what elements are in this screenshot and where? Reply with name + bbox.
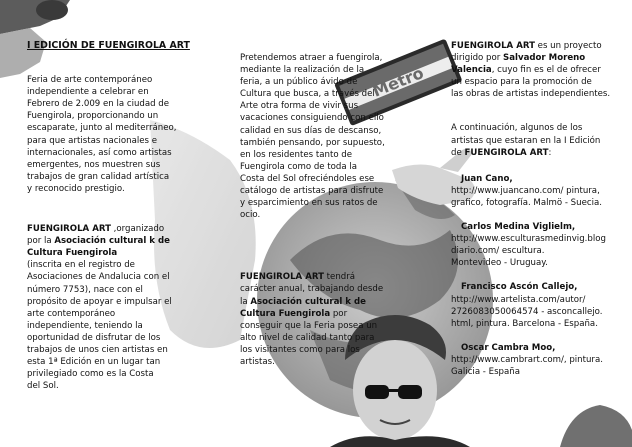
- intro-line: calidad en sus días de descanso,: [240, 125, 382, 136]
- artist-detail: http://www.esculturasmedinvig.blog: [451, 234, 606, 245]
- annual-line: FUENGIROLA ART tendrá: [240, 272, 356, 283]
- artists-intro-line: de FUENGIROLA ART:: [451, 147, 552, 158]
- director-name: Valencia: [451, 65, 492, 76]
- artist-name: Carlos Medina Viglielm: [461, 222, 572, 233]
- annual-line: Cultura Fuengirola por: [240, 308, 348, 319]
- artist-detail: grafico, fotografía. Malmö - Suecia.: [451, 197, 602, 208]
- artist-detail: diario.com/ escultura.: [451, 246, 545, 257]
- association-name: Asociación cultural k de: [250, 296, 366, 307]
- annual-line: los visitantes como para los: [240, 344, 360, 355]
- association-name: Cultura Fuengirola: [240, 308, 331, 319]
- intro-line: Costa del Sol ofreciéndoles ese: [240, 173, 375, 184]
- intro-line: Fuengirola, proporcionando un: [27, 111, 159, 122]
- association-name: Cultura Fuengirola: [27, 248, 118, 259]
- org-line: número 7753), nace con el: [27, 284, 143, 295]
- intro-line: Fuengirola como de toda la: [240, 161, 358, 172]
- intro-line: internacionales, así como artistas: [27, 147, 172, 158]
- brand-name: FUENGIROLA ART: [240, 272, 324, 283]
- brand-name: FUENGIROLA ART: [27, 224, 111, 235]
- svg-text:Metro: Metro: [369, 63, 427, 101]
- column-right: [451, 40, 627, 390]
- intro-line: Febrero de 2.009 en la ciudad de: [27, 99, 170, 110]
- annual-line: carácter anual, trabajando desde: [240, 284, 384, 295]
- brochure-title: I EDICIÓN DE FUENGIROLA ART: [27, 40, 190, 51]
- intro-line: Feria de arte contemporáneo: [27, 75, 153, 86]
- artist-name: Francisco Ascón Callejo: [461, 282, 575, 293]
- org-line: del Sol.: [27, 381, 59, 392]
- intro-line: para que artistas nacionales e: [27, 135, 158, 146]
- artist-entry: Francisco Ascón Callejo, http://www.artelista.com/autor/ 2726083050064574 - asconcallejo. html, pintura. Barcelona - España.: [451, 281, 627, 329]
- intro-line: y esparcimiento en sus ratos de: [240, 198, 378, 209]
- org-line: Asociaciones de Andalucia con el: [27, 272, 170, 283]
- brand-name: FUENGIROLA ART: [451, 41, 535, 51]
- artist-entry: Carlos Medina Viglielm, http://www.esculturasmedinvig.blog diario.com/ escultura. Montevideo - Uruguay.: [451, 221, 627, 269]
- bottom-right-figure-image: [560, 405, 632, 447]
- artist-name: Juan Cano: [461, 173, 510, 184]
- project-line: un espacio para la promoción de: [451, 77, 592, 88]
- intro-line: feria, a un público ávido de: [240, 77, 358, 88]
- org-line: oportunidad de disfrutar de los: [27, 332, 161, 343]
- project-line: Valencia, cuyo fin es el de ofrecer: [451, 65, 601, 76]
- intro-line: vacaciones consiguiendo con ello: [240, 113, 384, 124]
- artist-detail: http://www.juancano.com/ pintura,: [451, 185, 600, 196]
- artist-detail: http://www.artelista.com/autor/: [451, 294, 586, 305]
- org-line: trabajos de unos cien artistas en: [27, 344, 168, 355]
- org-line: por la Asociación cultural k de: [27, 236, 170, 247]
- artist-detail: html, pintura. Barcelona - España.: [451, 318, 598, 329]
- project-line: dirigido por Salvador Moreno: [451, 53, 586, 64]
- intro-line: y reconocido prestigio.: [27, 183, 125, 194]
- org-line: propósito de apoyar e impulsar el: [27, 296, 172, 307]
- project-line: las obras de artistas independientes.: [451, 89, 611, 100]
- artist-detail: 2726083050064574 - asconcallejo.: [451, 306, 603, 317]
- intro-line: mediante la realización de la: [240, 65, 365, 76]
- artist-name: Oscar Cambra Moo: [461, 342, 553, 353]
- artists-intro-line: A continuación, algunos de los: [451, 123, 583, 134]
- brand-name: FUENGIROLA ART: [464, 147, 549, 158]
- intro-line: Cultura que busca, a través del: [240, 89, 375, 100]
- project-line: FUENGIROLA ART es un proyecto: [451, 41, 602, 51]
- org-line: (inscrita en el registro de: [27, 260, 135, 271]
- intro-line: trabajos de gran calidad artística: [27, 171, 170, 182]
- intro-line: emergentes, nos muestren sus: [27, 159, 161, 170]
- intro-line: también pensando, por supuesto,: [240, 137, 385, 148]
- org-line: esta 1ª Edición en un lugar tan: [27, 357, 161, 368]
- director-name: Salvador Moreno: [503, 53, 586, 64]
- annual-line: conseguir que la Feria posea un: [240, 320, 378, 331]
- annual-line: artistas.: [240, 356, 275, 367]
- intro-line: Arte otra forma de vivir sus: [240, 101, 359, 112]
- org-line: independiente, teniendo la: [27, 320, 143, 331]
- artist-detail: Galicia - España: [451, 366, 520, 377]
- org-line: privilegiado como es la Costa: [27, 369, 154, 380]
- annual-line: la Asociación cultural k de: [240, 296, 366, 307]
- intro-line: independiente a celebrar en: [27, 87, 149, 98]
- annual-line: alto nivel de calidad tanto para: [240, 332, 375, 343]
- intro-line: escaparate, junto al mediterráneo,: [27, 123, 177, 134]
- artist-detail: Montevideo - Uruguay.: [451, 258, 548, 269]
- org-line: FUENGIROLA ART ,organizado: [27, 224, 165, 235]
- intro-line: catálogo de artistas para disfrute: [240, 186, 384, 197]
- intro-line: ocio.: [240, 210, 261, 221]
- association-name: Asociación cultural k de: [54, 236, 170, 247]
- org-line: [27, 247, 207, 259]
- artist-entry: Juan Cano, http://www.juancano.com/ pintura, grafico, fotografía. Malmö - Suecia.: [451, 173, 627, 209]
- artists-intro-line: artistas que estaran en la I Edición: [451, 135, 601, 146]
- artist-entry: Oscar Cambra Moo, http://www.cambrart.com/, pintura. Galicia - España: [451, 342, 627, 378]
- artist-detail: http://www.cambrart.com/, pintura.: [451, 354, 603, 365]
- org-line: arte contemporáneo: [27, 308, 116, 319]
- column-left: [27, 40, 207, 392]
- intro-line: Pretendemos atraer a fuengirola,: [240, 53, 383, 63]
- column-middle: [240, 52, 400, 368]
- intro-line: en los residentes tanto de: [240, 149, 353, 160]
